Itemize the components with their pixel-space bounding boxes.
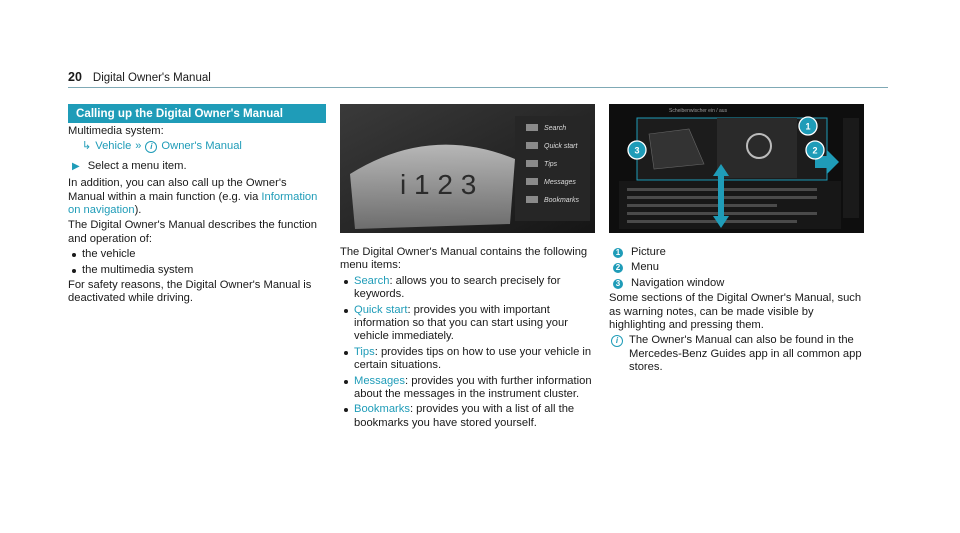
- play-icon: ▶: [72, 160, 80, 172]
- paragraph-2: The Digital Owner's Manual describes the function and operation of:: [68, 219, 318, 245]
- menu-item-bookmarks: [340, 403, 595, 430]
- paragraph-3: For safety reasons, the Digital Owner's Manual is deactivated while driving.: [68, 279, 312, 305]
- screen-menu-messages: Messages: [544, 179, 576, 186]
- screen-menu-quick-start: Quick start: [544, 143, 578, 150]
- menu-screenshot-graphic: [340, 104, 595, 233]
- legend-label: Menu: [631, 261, 659, 274]
- instruction-step: [68, 160, 326, 173]
- page-header: [68, 71, 211, 85]
- path-item-owners-manual[interactable]: Owner's Manual: [161, 140, 242, 153]
- callout-number-badge: 3: [613, 279, 623, 289]
- callout-number-badge: 2: [613, 263, 623, 273]
- menu-item-text: : provides you with important information so that you can start using your vehicle immediately.: [354, 303, 568, 343]
- header-rule: [68, 87, 888, 88]
- manual-screenshot-graphic: [609, 104, 864, 233]
- menu-item-text: : provides you with further information about the messages in the instrument cluster.: [354, 374, 592, 401]
- page-number: 20: [68, 70, 82, 84]
- right-column: [609, 104, 864, 375]
- quick-start-link[interactable]: Quick start: [354, 303, 408, 316]
- menu-item-quick-start: [340, 304, 595, 344]
- middle-column: [340, 104, 595, 432]
- left-column: [68, 104, 326, 308]
- legend-item-menu: [609, 261, 864, 274]
- messages-link[interactable]: Messages: [354, 374, 405, 387]
- screen-menu-bookmarks: Bookmarks: [544, 197, 580, 204]
- path-item-vehicle[interactable]: Vehicle: [95, 140, 132, 153]
- paragraph-1-suffix: ).: [134, 204, 142, 217]
- manual-screenshot: [609, 104, 864, 233]
- menu-item-messages: [340, 375, 595, 402]
- menu-screenshot: [340, 104, 595, 233]
- menu-item-tips: [340, 346, 595, 373]
- legend-label: Navigation window: [631, 276, 725, 289]
- header-title: Digital Owner's Manual: [92, 72, 211, 84]
- menu-item-text: : provides you with a list of all the bookmarks you have stored yourself.: [354, 403, 575, 429]
- callout-1-label: 1: [805, 121, 811, 132]
- section-heading: Calling up the Digital Owner's Manual: [68, 104, 326, 123]
- screen-menu-search: Search: [544, 125, 567, 132]
- info-icon: i: [611, 335, 623, 347]
- paragraph-1: [68, 177, 326, 217]
- intro-text: Multimedia system:: [68, 125, 164, 137]
- callout-3-label: 3: [634, 145, 640, 156]
- callout-2-label: 2: [812, 145, 818, 156]
- sections-paragraph: Some sections of the Digital Owner's Manual, such as warning notes, can be made visible by highlighting and pressing them.: [609, 292, 862, 332]
- list-item-text: the vehicle: [82, 248, 136, 261]
- list-item: [68, 248, 326, 261]
- screen-title: Scheibenwischer ein / aus: [669, 108, 728, 114]
- legend-item-navigation-window: [609, 277, 864, 290]
- paragraph-1-text: In addition, you can also call up the Owner's Manual within a main function (e.g. via: [68, 177, 287, 203]
- screen-menu-tips: Tips: [544, 161, 558, 168]
- double-chevron-icon: »: [135, 140, 142, 153]
- callout-number-badge: 1: [613, 248, 623, 258]
- list-item-text: the multimedia system: [82, 263, 194, 276]
- information-on-navigation-link[interactable]: Information on navigation: [68, 190, 318, 217]
- legend-item-picture: [609, 246, 864, 259]
- menu-items-list: [340, 275, 595, 430]
- tips-link[interactable]: Tips: [354, 345, 375, 358]
- menu-path: [68, 140, 326, 153]
- info-icon: i: [145, 141, 157, 153]
- info-note: [609, 334, 864, 374]
- bookmarks-link[interactable]: Bookmarks: [354, 403, 410, 416]
- search-link[interactable]: Search: [354, 274, 390, 287]
- list-item: [68, 264, 326, 277]
- note-text: The Owner's Manual can also be found in the Mercedes-Benz Guides app in all common app stores.: [629, 334, 862, 374]
- legend-label: Picture: [631, 246, 666, 258]
- menu-intro: The Digital Owner's Manual contains the following menu items:: [340, 246, 588, 272]
- menu-item-text: : provides tips on how to use your vehicle in certain situations.: [354, 345, 592, 372]
- function-list: [68, 248, 326, 277]
- menu-item-search: [340, 275, 595, 302]
- step-text: Select a menu item.: [87, 159, 187, 172]
- path-arrow-icon: ↳: [82, 140, 92, 153]
- screen-display-digits: i 1 2 3: [400, 169, 477, 200]
- menu-item-text: : allows you to search precisely for keywords.: [354, 274, 561, 301]
